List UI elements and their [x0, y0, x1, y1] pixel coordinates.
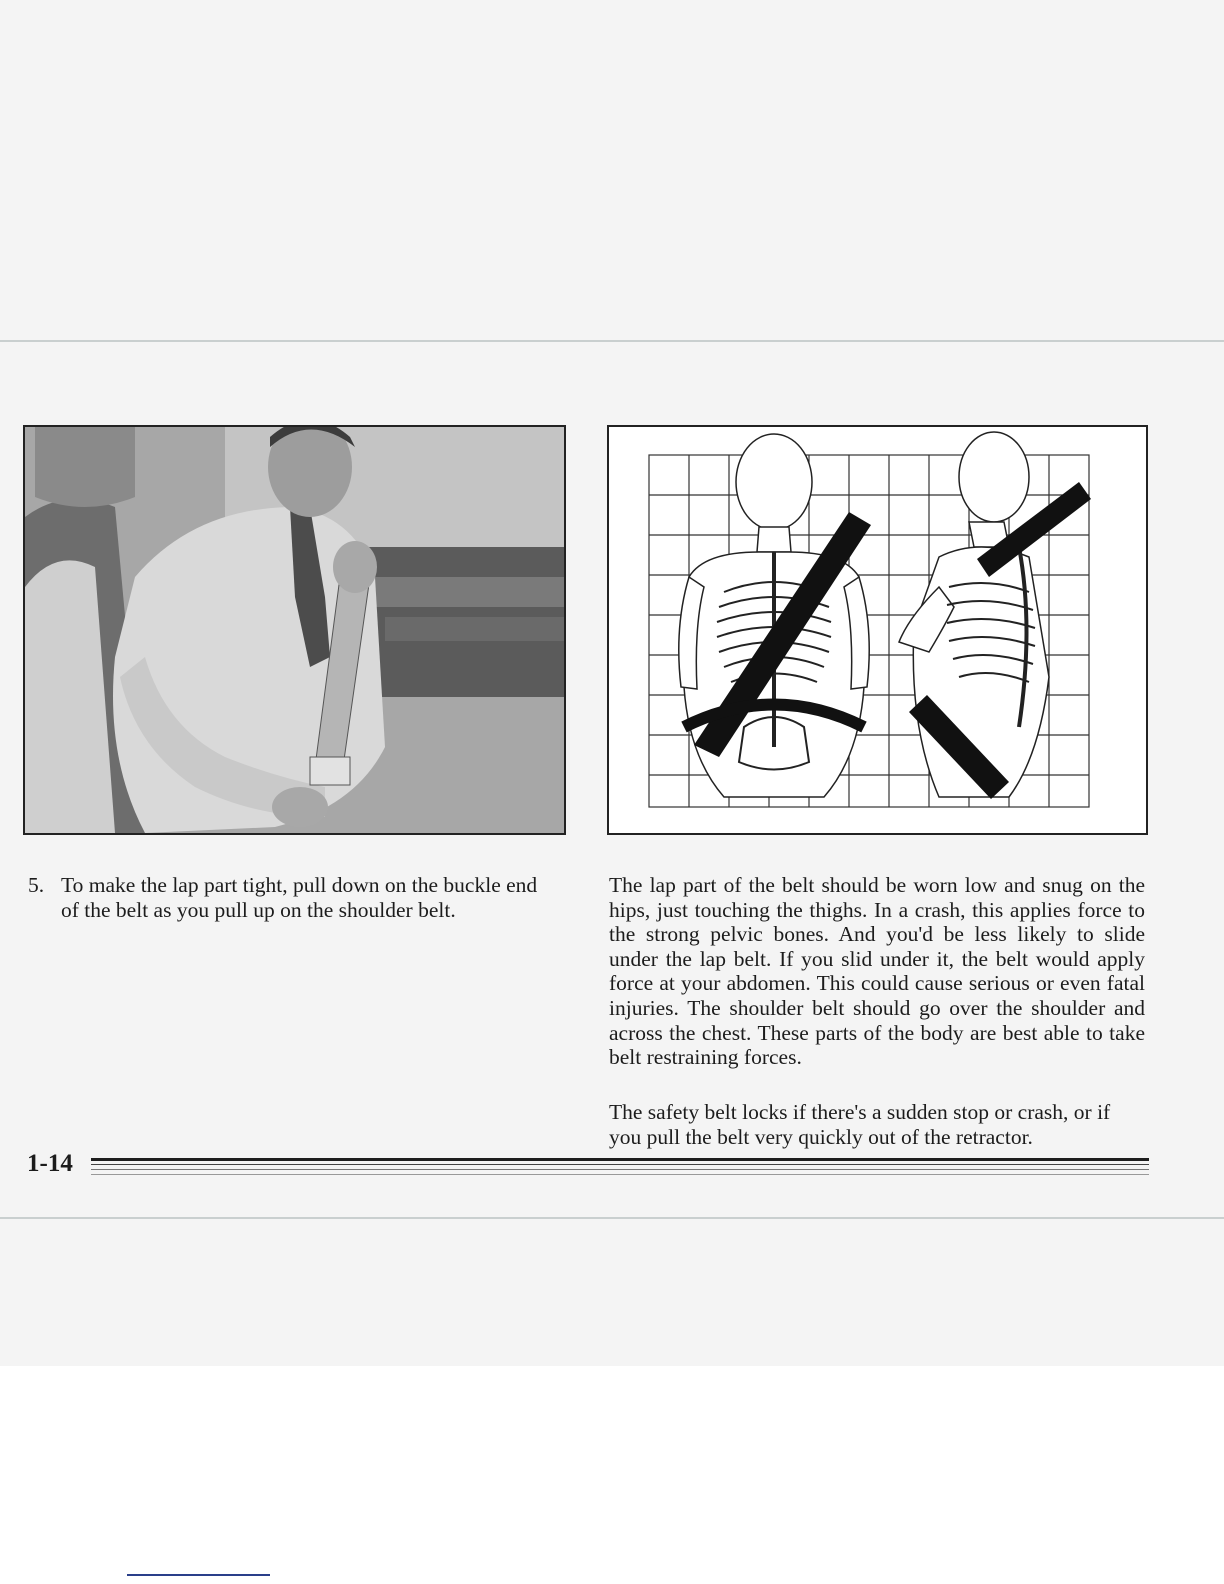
- footer-rule-thin: [91, 1164, 1149, 1165]
- page-number: 1-14: [27, 1150, 73, 1177]
- bottom-edge-mark: [127, 1574, 270, 1576]
- skeleton-diagram-drawing: [609, 427, 1146, 833]
- step-5-instruction: [28, 873, 553, 922]
- scan-bottom-edge: [0, 1217, 1224, 1219]
- step-text: To make the lap part tight, pull down on the buckle end of the belt as you pull up on the shoulder belt.: [61, 873, 538, 922]
- scan-top-edge: [0, 340, 1224, 342]
- footer-rule: [91, 1158, 1149, 1161]
- footer-rule-thin: [91, 1169, 1149, 1170]
- driver-buckling-belt-illustration: [23, 425, 566, 835]
- belt-lock-explanation-paragraph: The safety belt locks if there's a sudden stop or crash, or if you pull the belt very quickly out of the retractor.: [609, 1100, 1111, 1149]
- skeleton-belt-position-diagram: [607, 425, 1148, 835]
- lap-belt-explanation-paragraph: The lap part of the belt should be worn low and snug on the hips, just touching the thighs. In a crash, this applies force to the strong pelvic bones. And you'd be less likely to slide under the lap belt. If you slid under it, the belt would apply force at your abdomen. This could cause serious or even fatal injuries. The shoulder belt should go over the shoulder and across the chest. These parts of the body are best able to take belt restraining forces.: [609, 873, 1145, 1070]
- step-number: 5.: [28, 873, 45, 897]
- driver-illustration-drawing: [25, 427, 564, 833]
- footer-rule-thin: [91, 1174, 1149, 1175]
